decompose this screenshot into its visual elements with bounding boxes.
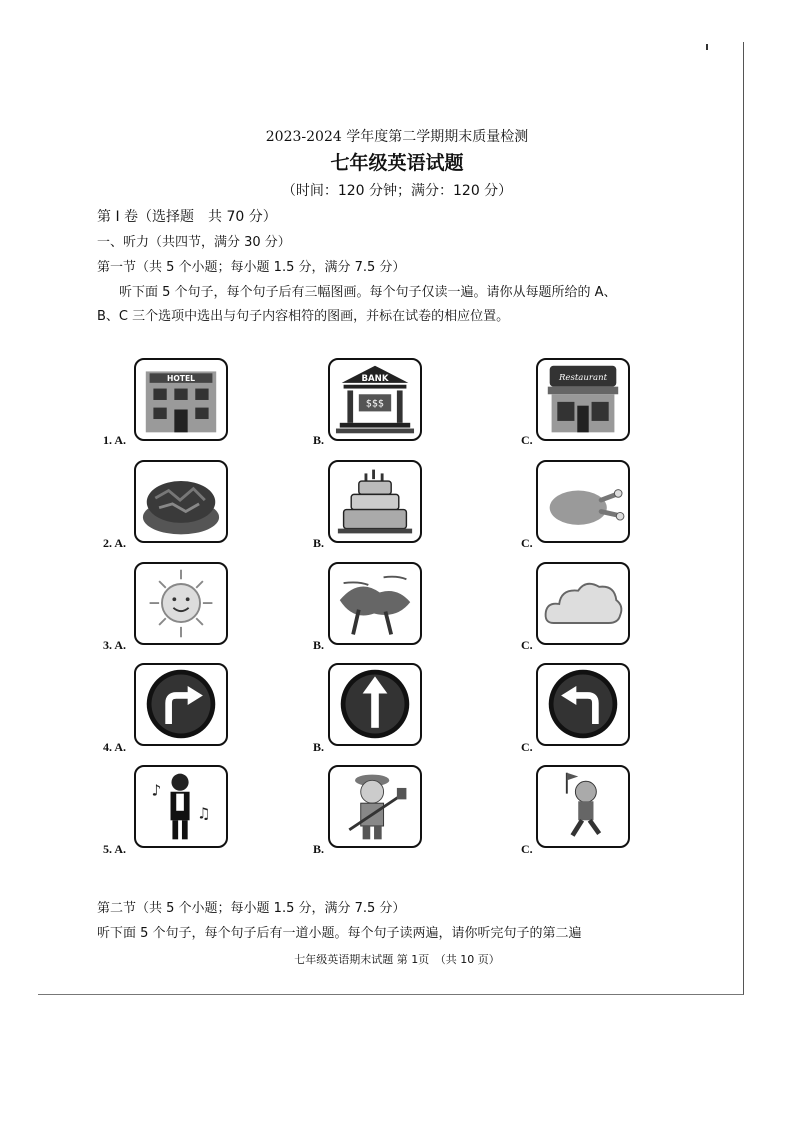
time-score: （时间：120 分钟；满分：120 分） — [281, 183, 513, 199]
q5-c-label: C. — [521, 842, 533, 856]
roast-chicken-icon — [538, 462, 628, 541]
q3-option-b[interactable] — [328, 562, 422, 645]
go-straight-sign-icon — [330, 665, 420, 744]
q5-option-a[interactable] — [134, 765, 228, 848]
q3-b-label: B. — [313, 638, 325, 652]
meat-dish-icon — [136, 462, 226, 541]
section-one-instruction-cont: B、C 三个选项中选出与句子内容相符的图画，并标在试卷的相应位置。 — [97, 309, 510, 324]
section-one-heading: 第一节（共 5 个小题；每小题 1.5 分，满分 7.5 分） — [97, 260, 406, 275]
q1-c-label: C. — [521, 433, 533, 447]
q2-a-label: 2. A. — [103, 536, 127, 550]
singer-icon — [136, 767, 226, 846]
volume-heading: 第 I 卷（选择题 共 70 分） — [97, 209, 277, 225]
q2-c-label: C. — [521, 536, 533, 550]
page-footer: 七年级英语期末试题 第 1页 （共 10 页） — [294, 953, 500, 966]
q3-c-label: C. — [521, 638, 533, 652]
bank-sign-text: BANK — [361, 373, 389, 384]
part-one-heading: 一、听力（共四节，满分 30 分） — [97, 235, 291, 250]
farmer-boy-icon — [330, 767, 420, 846]
q4-option-a[interactable] — [134, 663, 228, 746]
hotel-icon — [136, 360, 226, 439]
section-two-heading: 第二节（共 5 个小题；每小题 1.5 分，满分 7.5 分） — [97, 901, 406, 916]
exam-line: 2023-2024 学年度第二学期期末质量检测 — [265, 129, 529, 145]
page-title: 七年级英语试题 — [330, 152, 464, 174]
q4-a-label: 4. A. — [103, 740, 127, 754]
q1-a-label: 1. A. — [103, 433, 127, 447]
section-two-instruction: 听下面 5 个句子，每个句子后有一道小题。每个句子读两遍，请你听完句子的第二遍 — [97, 926, 582, 941]
q5-b-label: B. — [313, 842, 325, 856]
windy-trees-icon — [330, 564, 420, 643]
q4-c-label: C. — [521, 740, 533, 754]
q5-a-label: 5. A. — [103, 842, 127, 856]
sun-icon — [136, 564, 226, 643]
running-boy-icon — [538, 767, 628, 846]
q1-option-c[interactable] — [536, 358, 630, 441]
q4-option-b[interactable] — [328, 663, 422, 746]
q1-option-b[interactable] — [328, 358, 422, 441]
q3-a-label: 3. A. — [103, 638, 127, 652]
bank-icon — [330, 360, 420, 439]
svg-text:♫: ♫ — [197, 804, 211, 823]
q5-option-b[interactable] — [328, 765, 422, 848]
q2-option-c[interactable] — [536, 460, 630, 543]
q2-option-b[interactable] — [328, 460, 422, 543]
q4-option-c[interactable] — [536, 663, 630, 746]
q1-b-label: B. — [313, 433, 325, 447]
turn-right-sign-icon — [136, 665, 226, 744]
q3-option-c[interactable] — [536, 562, 630, 645]
cloud-icon — [538, 564, 628, 643]
hotel-sign-text: HOTEL — [166, 373, 196, 383]
svg-text:♪: ♪ — [151, 781, 162, 800]
q2-option-a[interactable] — [134, 460, 228, 543]
q5-option-c[interactable] — [536, 765, 630, 848]
q1-option-a[interactable] — [134, 358, 228, 441]
birthday-cake-icon — [330, 462, 420, 541]
q3-option-a[interactable] — [134, 562, 228, 645]
scan-mark — [706, 44, 708, 50]
restaurant-sign-text: Restaurant — [558, 372, 608, 383]
q4-b-label: B. — [313, 740, 325, 754]
section-one-instruction: 听下面 5 个句子，每个句子后有三幅图画。每个句子仅读一遍。请你从每题所给的 A、 — [119, 285, 617, 300]
bank-money-text: $$$ — [365, 398, 385, 410]
q2-b-label: B. — [313, 536, 325, 550]
restaurant-icon — [538, 360, 628, 439]
turn-left-sign-icon — [538, 665, 628, 744]
